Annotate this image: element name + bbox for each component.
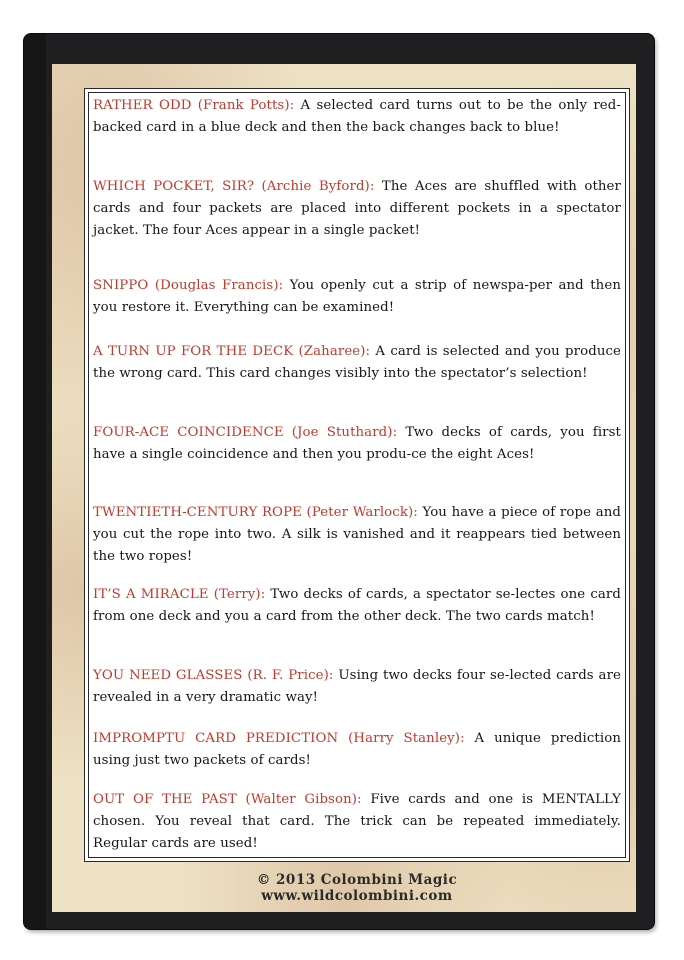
trick-description: A card is selected and you produce the wrong card. This card changes visibly into the spectator’s selection!	[93, 344, 622, 381]
trick-description: A selected card turns out to be the only red-backed card in a blue deck and then the back changes back to blue!	[93, 98, 621, 135]
trick-description: A unique prediction using just two packets of cards!	[93, 731, 621, 768]
trick-description: You have a piece of rope and you cut the rope into two. A silk is vanished and it reappears tied between the two ropes!	[93, 505, 621, 564]
trick-description: Two decks of cards, a spectator se-lectes one card from one deck and you a card from the other deck. The two cards match!	[93, 587, 621, 624]
trick-entry	[93, 584, 621, 628]
trick-title: WHICH POCKET, SIR? (Archie Byford):	[93, 179, 375, 194]
trick-title: A TURN UP FOR THE DECK (Zaharee):	[93, 344, 371, 359]
trick-entry	[93, 422, 621, 466]
trick-entry	[93, 728, 621, 772]
trick-entry	[93, 789, 621, 855]
copyright-text: © 2013 Colombini Magic	[256, 872, 458, 888]
trick-entry	[93, 502, 621, 568]
trick-title: SNIPPO (Douglas Francis):	[93, 278, 284, 293]
trick-entry	[93, 176, 621, 242]
trick-title: OUT OF THE PAST (Walter Gibson):	[93, 792, 362, 807]
trick-entry	[93, 95, 621, 139]
trick-title: TWENTIETH-CENTURY ROPE (Peter Warlock):	[93, 505, 418, 520]
trick-title: FOUR-ACE COINCIDENCE (Joe Stuthard):	[93, 425, 398, 440]
trick-description: You openly cut a strip of newspa-per and then you restore it. Everything can be examined!	[93, 278, 621, 315]
trick-title: RATHER ODD (Frank Potts):	[93, 98, 295, 113]
trick-description: Five cards and one is MENTALLY chosen. You reveal that card. The trick can be repeated immediately. Regular cards are used!	[93, 792, 621, 851]
trick-title: IMPROMPTU CARD PREDICTION (Harry Stanley):	[93, 731, 465, 746]
website-link[interactable]: www.wildcolombini.com	[261, 888, 453, 904]
trick-entry	[93, 665, 621, 709]
dvd-case-spine	[24, 34, 46, 929]
trick-description: Using two decks four se-lected cards are revealed in a very dramatic way!	[93, 668, 622, 705]
trick-entry	[93, 275, 621, 319]
trick-list-panel	[84, 88, 630, 862]
trick-description: The Aces are shuffled with other cards and four packets are placed into different pockets in a spectator jacket. The four Aces appear in a single packet!	[93, 179, 621, 238]
trick-title: YOU NEED GLASSES (R. F. Price):	[93, 668, 334, 683]
trick-title: IT’S A MIRACLE (Terry):	[93, 587, 266, 602]
trick-entry	[93, 341, 621, 385]
trick-description: Two decks of cards, you first have a single coincidence and then you produ-ce the eight Aces!	[93, 425, 621, 462]
